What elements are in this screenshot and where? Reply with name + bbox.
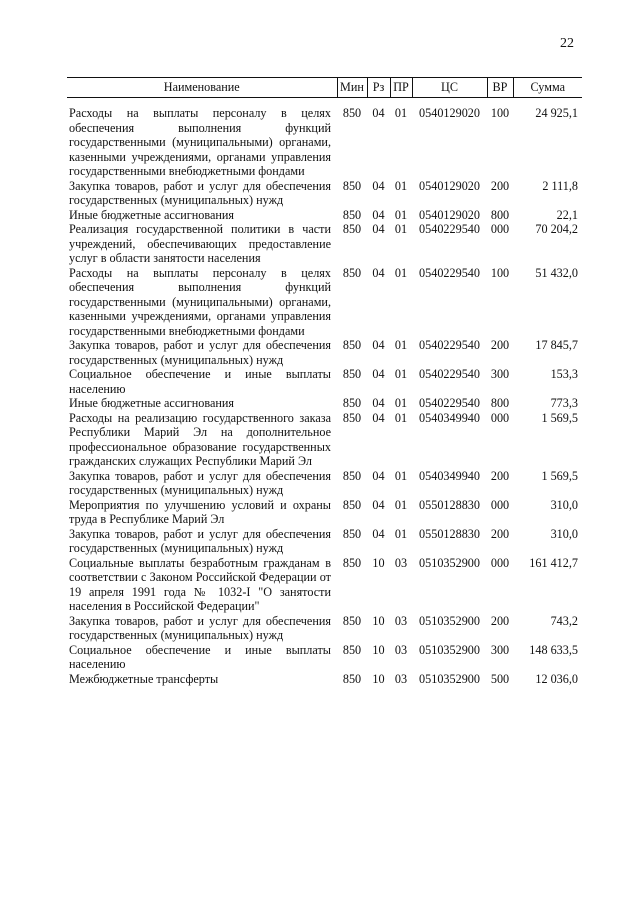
- cell-cs: 0510352900: [419, 642, 480, 657]
- cell-cs: 0540229540: [419, 265, 480, 280]
- cell-min: 850: [342, 497, 362, 512]
- cell-name: Межбюджетные трансферты: [69, 671, 219, 686]
- cell-min: 850: [342, 410, 362, 425]
- cell-name: Закупка товаров, работ и услуг для обеспечения государственных (муниципальных) нужд: [69, 468, 331, 497]
- cell-sum: 153,3: [550, 367, 578, 381]
- table-row: [67, 643, 582, 672]
- cell-rz: 04: [372, 526, 385, 541]
- cell-min: 850: [342, 526, 362, 541]
- cell-sum: 310,0: [550, 497, 578, 512]
- cell-pr: 01: [394, 207, 408, 222]
- cell-name: Расходы на выплаты персоналу в целях обеспечения выполнения функций государственными (муниципальными) органами, казенными учреждениями, органами управления государственными внебюджетными фондами: [69, 265, 331, 338]
- cell-pr: 01: [394, 526, 408, 541]
- cell-sum: 310,0: [550, 526, 578, 541]
- cell-rz: 04: [372, 410, 385, 425]
- cell-vr: 000: [490, 497, 510, 512]
- cell-rz: 04: [372, 468, 385, 483]
- cell-name: Закупка товаров, работ и услуг для обеспечения государственных (муниципальных) нужд: [69, 338, 331, 367]
- cell-min: 850: [342, 367, 362, 381]
- cell-sum: 24 925,1: [535, 106, 578, 120]
- header-pr: ПР: [390, 78, 412, 98]
- cell-pr: 03: [394, 671, 408, 686]
- cell-name: Социальное обеспечение и иные выплаты населению: [69, 367, 331, 396]
- cell-rz: 04: [372, 497, 385, 512]
- cell-pr: 01: [394, 410, 408, 425]
- cell-pr: 03: [394, 642, 408, 657]
- cell-vr: 200: [490, 178, 510, 193]
- cell-vr: 000: [490, 555, 510, 570]
- table-body: [67, 98, 582, 687]
- cell-name: Мероприятия по улучшению условий и охраны труда в Республике Марий Эл: [69, 497, 331, 526]
- header-row: [67, 78, 582, 98]
- cell-pr: 01: [394, 497, 408, 512]
- cell-name: Социальное обеспечение и иные выплаты населению: [69, 642, 331, 671]
- table-row: [67, 672, 582, 687]
- cell-vr: 800: [490, 207, 510, 222]
- cell-rz: 04: [372, 207, 385, 222]
- cell-min: 850: [342, 642, 362, 657]
- cell-sum: 148 633,5: [529, 642, 578, 657]
- cell-pr: 01: [394, 178, 408, 193]
- cell-name: Расходы на реализацию государственного заказа Республики Марий Эл на дополнительное профессиональное образование государственных гражданских служащих Республики Марий Эл: [69, 410, 331, 468]
- table-row: [67, 266, 582, 339]
- table-row: [67, 222, 582, 266]
- cell-cs: 0540229540: [419, 396, 480, 410]
- cell-min: 850: [342, 396, 362, 410]
- cell-rz: 04: [372, 106, 385, 120]
- cell-sum: 17 845,7: [535, 338, 578, 352]
- cell-cs: 0540349940: [419, 468, 480, 483]
- table-row: [67, 338, 582, 367]
- cell-cs: 0550128830: [419, 526, 480, 541]
- cell-vr: 000: [490, 222, 510, 236]
- cell-sum: 2 111,8: [542, 178, 578, 193]
- header-cs: ЦС: [412, 78, 487, 98]
- cell-pr: 01: [394, 338, 408, 352]
- cell-vr: 000: [490, 410, 510, 425]
- cell-vr: 200: [490, 338, 510, 352]
- cell-sum: 161 412,7: [529, 555, 578, 570]
- cell-name: Социальные выплаты безработным гражданам в соответствии с Законом Российской Федерации от 19 апреля 1991 года № 1032-I "О занятости населения в Российской Федерации": [69, 555, 331, 613]
- cell-min: 850: [342, 222, 362, 236]
- cell-cs: 0540229540: [419, 367, 480, 381]
- cell-name: Расходы на выплаты персоналу в целях обеспечения выполнения функций государственными (муниципальными) органами, казенными учреждениями, органами управления государственными внебюджетными фондами: [69, 106, 331, 178]
- cell-rz: 04: [372, 367, 385, 381]
- header-min: Мин: [337, 78, 367, 98]
- table-row: [67, 614, 582, 643]
- cell-sum: 743,2: [550, 613, 578, 628]
- cell-rz: 10: [372, 671, 385, 686]
- cell-sum: 51 432,0: [535, 265, 578, 280]
- cell-min: 850: [342, 671, 362, 686]
- cell-min: 850: [342, 613, 362, 628]
- cell-min: 850: [342, 178, 362, 193]
- cell-vr: 100: [490, 106, 510, 120]
- cell-min: 850: [342, 265, 362, 280]
- cell-min: 850: [342, 338, 362, 352]
- cell-vr: 800: [490, 396, 510, 410]
- table-row: [67, 469, 582, 498]
- cell-sum: 1 569,5: [541, 410, 578, 425]
- cell-pr: 01: [394, 222, 408, 236]
- cell-cs: 0510352900: [419, 613, 480, 628]
- cell-min: 850: [342, 207, 362, 222]
- cell-cs: 0540349940: [419, 410, 480, 425]
- cell-pr: 03: [394, 555, 408, 570]
- table-row: [67, 556, 582, 614]
- table-row: [67, 179, 582, 208]
- cell-rz: 04: [372, 265, 385, 280]
- table-row: [67, 208, 582, 223]
- cell-name: Закупка товаров, работ и услуг для обеспечения государственных (муниципальных) нужд: [69, 178, 331, 207]
- cell-pr: 01: [394, 367, 408, 381]
- cell-vr: 100: [490, 265, 510, 280]
- header-sum: Сумма: [513, 78, 582, 98]
- cell-pr: 03: [394, 613, 408, 628]
- cell-rz: 04: [372, 338, 385, 352]
- cell-sum: 70 204,2: [535, 222, 578, 236]
- cell-vr: 300: [490, 642, 510, 657]
- table-row: [67, 396, 582, 411]
- cell-min: 850: [342, 468, 362, 483]
- header-name: Наименование: [67, 78, 337, 98]
- table-row: [67, 498, 582, 527]
- table-row: [67, 411, 582, 469]
- cell-name: Иные бюджетные ассигнования: [69, 396, 235, 410]
- budget-table: [67, 77, 582, 686]
- cell-sum: 773,3: [550, 396, 578, 410]
- cell-pr: 01: [394, 106, 408, 120]
- cell-name: Закупка товаров, работ и услуг для обеспечения государственных (муниципальных) нужд: [69, 526, 331, 555]
- cell-rz: 10: [372, 555, 385, 570]
- table-row: [67, 527, 582, 556]
- table-row: [67, 367, 582, 396]
- cell-rz: 10: [372, 613, 385, 628]
- cell-rz: 04: [372, 222, 385, 236]
- cell-cs: 0540229540: [419, 338, 480, 352]
- cell-min: 850: [342, 106, 362, 120]
- page-number: 22: [560, 36, 574, 51]
- cell-name: Реализация государственной политики в части учреждений, обеспечивающих предоставление услуг в области занятости населения: [69, 222, 331, 265]
- header-vr: ВР: [487, 78, 513, 98]
- cell-rz: 04: [372, 178, 385, 193]
- cell-vr: 200: [490, 468, 510, 483]
- cell-cs: 0540229540: [419, 222, 480, 236]
- cell-min: 850: [342, 555, 362, 570]
- header-rz: Рз: [367, 78, 390, 98]
- cell-cs: 0540129020: [419, 207, 480, 222]
- cell-pr: 01: [394, 468, 408, 483]
- cell-rz: 10: [372, 642, 385, 657]
- cell-pr: 01: [394, 265, 408, 280]
- cell-cs: 0540129020: [419, 178, 480, 193]
- cell-sum: 12 036,0: [535, 671, 578, 686]
- cell-cs: 0540129020: [419, 106, 480, 120]
- cell-name: Закупка товаров, работ и услуг для обеспечения государственных (муниципальных) нужд: [69, 613, 331, 642]
- cell-vr: 200: [490, 613, 510, 628]
- cell-vr: 200: [490, 526, 510, 541]
- cell-vr: 300: [490, 367, 510, 381]
- table-row: [67, 98, 582, 179]
- cell-cs: 0510352900: [419, 555, 480, 570]
- cell-pr: 01: [394, 396, 408, 410]
- cell-cs: 0550128830: [419, 497, 480, 512]
- cell-cs: 0510352900: [419, 671, 480, 686]
- cell-name: Иные бюджетные ассигнования: [69, 207, 235, 222]
- cell-vr: 500: [490, 671, 510, 686]
- cell-rz: 04: [372, 396, 385, 410]
- table-header: [67, 78, 582, 98]
- cell-sum: 1 569,5: [541, 468, 578, 483]
- cell-sum: 22,1: [556, 207, 578, 222]
